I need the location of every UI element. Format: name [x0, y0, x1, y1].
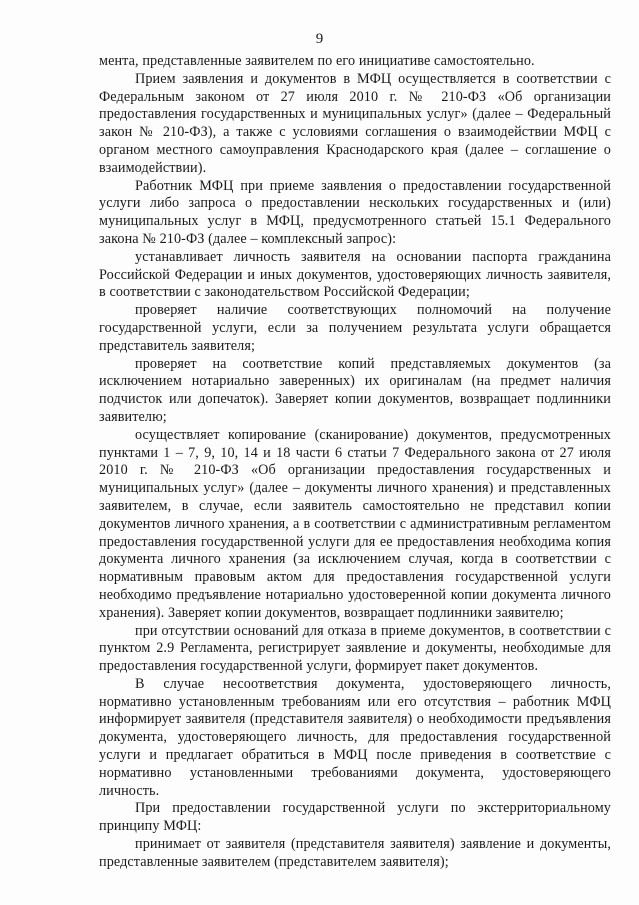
paragraph-copies-check: проверяет на соответствие копий представляемых документов (за исключением нотариально заверенных) их оригиналам (на предмет наличия подчисток или допечаток). Заверяет копии документов, возвращает подлинники заявителю; — [99, 355, 611, 425]
paragraph-identity-mismatch: В случае несоответствия документа, удостоверяющего личность, нормативно установленным требованиям или его отсутствия – работник МФЦ информирует заявителя (представителя заявителя) о необходимости предъявления документа, удостоверяющего личность, для предоставления государственной услуги и предлагает обратиться в МФЦ после приведения в соответствие с нормативно установленными требованиями документа, удостоверяющего личность. — [99, 675, 611, 799]
paragraph-worker-duties-intro: Работник МФЦ при приеме заявления о предоставлении государственной услуги либо запроса о предоставлении нескольких государственных и (или) муниципальных услуг в МФЦ, предусмотренного статьей 15.1 Федерального закона № 210-ФЗ (далее – комплексный запрос): — [99, 177, 611, 247]
body-text — [99, 53, 611, 872]
paragraph-identity-check: устанавливает личность заявителя на основании паспорта гражданина Российской Федерации и иных документов, удостоверяющих личность заявителя, в соответствии с законодательством Российской Федерации; — [99, 248, 611, 301]
paragraph-continuation: мента, представленные заявителем по его инициативе самостоятельно. — [99, 53, 535, 69]
paragraph-scanning: осуществляет копирование (сканирование) документов, предусмотренных пунктами 1 – 7, 9, 10, 14 и 18 части 6 статьи 7 Федерального закона от 27 июля 2010 г. № 210-ФЗ «Об организации предоставления государственных и муниципальных услуг» (далее – документы личного хранения) и представленных заявителем, в случае, если заявитель самостоятельно не представил копии документов личного хранения, а в соответствии с административным регламентом предоставления государственной услуги для ее предоставления необходима копия документа личного хранения (за исключением случая, когда в соответствии с нормативным правовым актом для предоставления государственной услуги необходимо предъявление нотариально удостоверенной копии документа личного хранения). Заверяет копии документов, возвращает подлинники заявителю; — [99, 426, 611, 621]
page-number: 9 — [315, 31, 324, 47]
paragraph-reception-basis: Прием заявления и документов в МФЦ осуществляется в соответствии с Федеральным законом от 27 июля 2010 г. № 210-ФЗ «Об организации предоставления государственных и муниципальных услуг» (далее – Федеральный закон № 210-ФЗ), а также с условиями соглашения о взаимодействии МФЦ с органом местного самоуправления Краснодарского края (далее – соглашение о взаимодействии). — [99, 70, 611, 176]
paragraph-registration: при отсутствии оснований для отказа в приеме документов, в соответствии с пунктом 2.9 Регламента, регистрирует заявление и документы, необходимые для предоставления государственной услуги, формирует пакет документов. — [99, 622, 611, 675]
paragraph-accept-documents: принимает от заявителя (представителя заявителя) заявление и документы, представленные заявителем (представителем заявителя); — [99, 836, 611, 870]
paragraph-authority-check: проверяет наличие соответствующих полномочий на получение государственной услуги, если за получением результата услуги обращается представитель заявителя; — [99, 302, 611, 354]
paragraph-extraterritorial: При предоставлении государственной услуги по экстерриториальному принципу МФЦ: — [99, 800, 611, 835]
